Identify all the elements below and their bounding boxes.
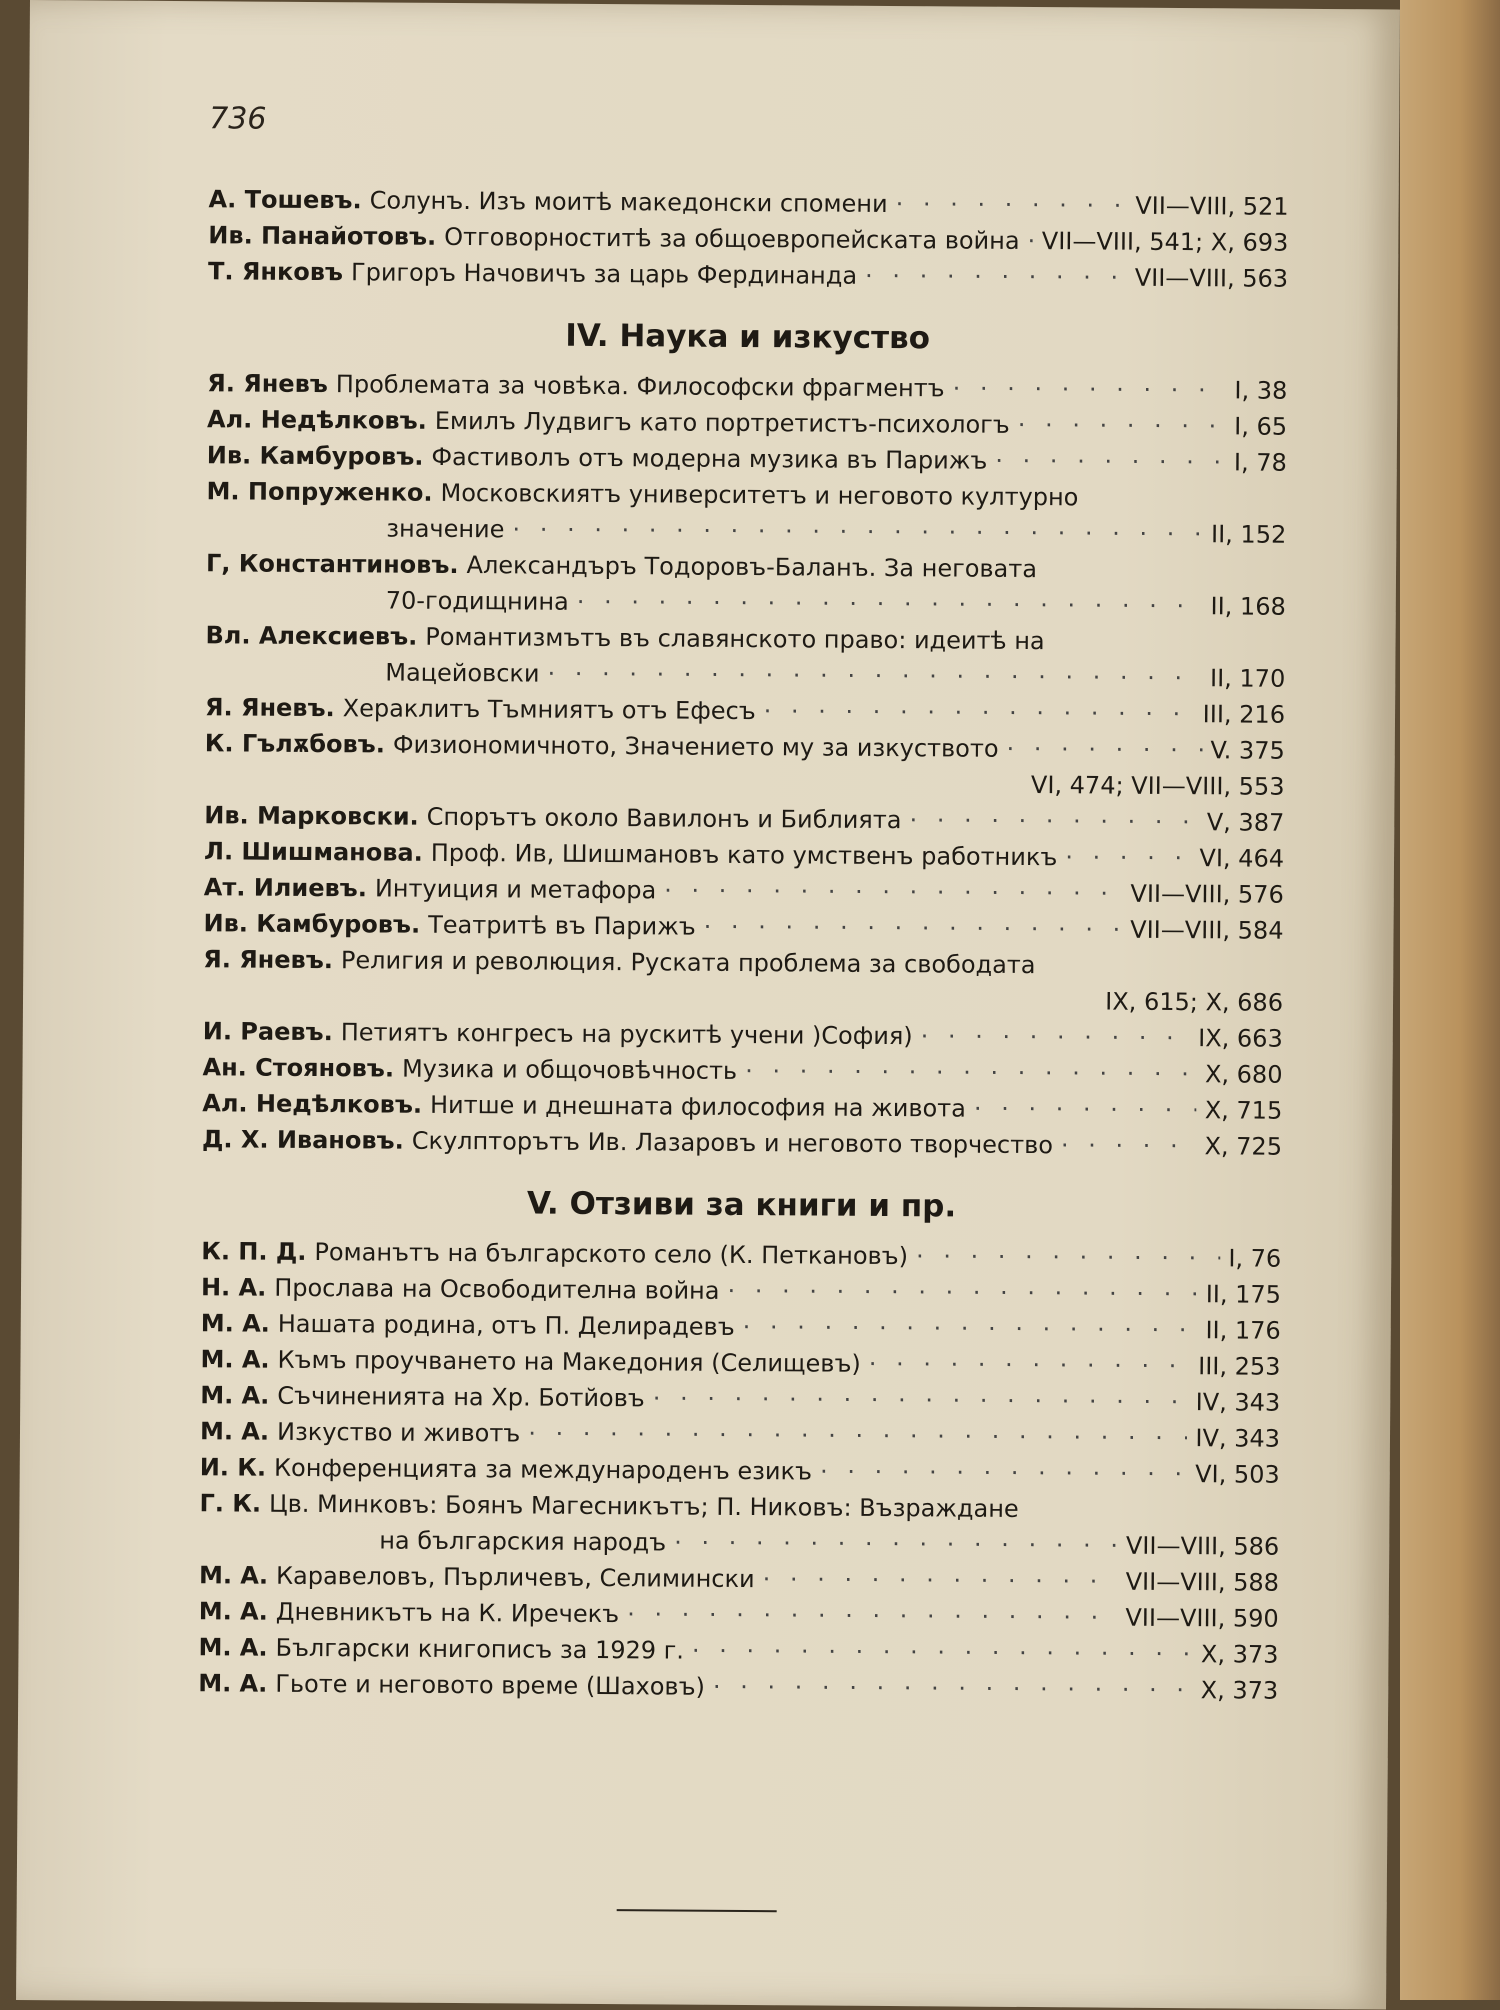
book-page [16,0,1400,2010]
leader-dots [627,1596,1118,1635]
entry-row [202,1121,1282,1165]
entry-author: К. П. Д. [201,1237,307,1266]
entry-reference: II, 152 [1210,520,1287,549]
entry-title: Романътъ на българското село (К. Петкановъ) [314,1238,909,1271]
entry-continuation-text: значение [386,514,505,544]
entry-title: Прослава на Освободителна война [274,1273,720,1305]
entry-author: М. А. [198,1669,268,1698]
entry-title: Физиономичното, Значението му за изкуството [392,730,999,763]
entry-title: Български книгописъ за 1929 г. [275,1633,685,1665]
entry-author: М. А. [200,1345,270,1374]
entry-title: Проф. Ив, Шишмановъ като умственъ работникъ [430,838,1058,872]
entry-reference: I, 38 [1234,376,1288,405]
entry-title: Интуиция и метафора [374,874,657,905]
leader-dots [727,1273,1198,1312]
entry-title: Религия и революция. Руската проблема за свободата [340,946,1036,980]
entry-author: М. А. [198,1561,269,1590]
entry-row [203,941,1283,985]
entry-title: Отговорноститѣ за общоевропейската война [444,222,1020,255]
entry-author: Т. Янковъ [208,257,344,287]
entry-reference: X, 725 [1204,1132,1283,1161]
entry-author: А. Тошевъ. [208,185,362,215]
entry-author: Д. Х. Ивановъ. [201,1125,404,1155]
leader-dots [909,802,1199,840]
entry-author: Ив. Камбуровъ. [206,441,424,471]
entry-reference: IV, 343 [1195,1424,1281,1453]
entry-author: К. Гълѫбовъ. [204,729,385,759]
index-entry [203,941,1283,1021]
entry-row [206,473,1286,517]
section-heading-4: IV. Наука и изкуство [565,317,931,357]
entry-reference: V, 387 [1206,808,1285,837]
entry-continuation-text: Мацейовски [385,658,540,688]
entry-author: Ал. Недѣлковъ. [202,1089,423,1119]
end-rule [617,1909,777,1912]
entry-row [208,253,1288,297]
entry-author: Г. К. [199,1489,262,1518]
entry-author: Я. Яневъ. [203,945,334,975]
entry-reference-line: IX, 615; X, 686 [1105,987,1284,1017]
index-content [198,181,1289,1709]
leader-dots [869,1346,1191,1384]
entry-title: Емилъ Лудвигъ като портретистъ-психологъ [434,406,1010,439]
entry-title: Нитше и днешната философия на живота [429,1090,967,1123]
leader-dots [1018,407,1227,444]
section-5-entries [198,1233,1281,1709]
entry-reference: VII—VIII, 563 [1134,263,1289,293]
entry-reference: VII—VIII, 576 [1130,879,1284,909]
entry-continuation-text: 70-годищнина [385,586,569,616]
entry-reference: III, 253 [1198,1352,1281,1381]
leader-dots [921,1018,1191,1056]
entry-reference: VI, 503 [1195,1460,1280,1489]
leader-dots [1006,731,1202,768]
leader-dots [547,656,1202,697]
leader-dots [764,693,1195,732]
entry-reference: X, 373 [1200,1676,1279,1705]
leader-dots [704,909,1123,948]
entry-row [198,1665,1278,1709]
entry-title: Къмъ проучването на Македония (Селищевъ) [277,1345,861,1378]
leader-dots [1061,1127,1197,1164]
entry-title: Музика и общочовѣчность [401,1054,738,1085]
leader-dots [974,1091,1197,1129]
entry-title: Фастиволъ отъ модерна музика въ Парижъ [431,442,988,475]
index-entry [204,725,1284,805]
leader-dots [674,1525,1118,1564]
leader-dots [743,1309,1198,1348]
entry-reference: II, 176 [1205,1316,1281,1345]
leader-dots [713,1669,1193,1708]
index-entry [208,253,1288,297]
leader-dots [763,1561,1118,1599]
leader-dots [916,1238,1221,1276]
section-4-entries [202,365,1288,1165]
entry-author: Ив. Камбуровъ. [203,909,421,939]
index-entry [202,1121,1282,1165]
entry-reference: IV, 343 [1195,1388,1281,1417]
entry-title: Московскиятъ университетъ и неговото културно [440,478,1079,512]
entry-reference-line: VI, 474; VII—VIII, 553 [1030,771,1285,801]
entry-title: Проблемата за човѣка. Философски фрагментъ [335,370,945,403]
entry-reference: VII—VIII, 586 [1125,1531,1280,1561]
entry-reference: III, 216 [1202,700,1286,729]
entry-author: Ив. Марковски. [204,801,419,831]
leader-dots [953,370,1227,408]
entry-title: Нашата родина, отъ П. Делирадевъ [277,1309,735,1341]
entry-reference: X, 373 [1200,1640,1279,1669]
leader-dots [896,186,1128,224]
entry-author: Л. Шишманова. [203,837,423,867]
entry-title: Романтизмътъ въ славянското право: идеитѣ на [425,622,1045,656]
entry-title: Съчиненията на Хр. Ботйовъ [277,1381,645,1413]
index-entry [206,473,1286,553]
entry-row [199,1485,1279,1529]
entry-title: Хераклитъ Тъмниятъ отъ Ефесъ [342,694,756,726]
entry-author: М. А. [200,1309,270,1338]
entry-reference: II, 170 [1209,664,1286,693]
leader-dots [664,872,1123,911]
entry-title: Александъръ Тодоровъ-Баланъ. За неговата [466,551,1038,584]
entry-title: Солунъ. Изъ моитѣ македонски спомени [369,186,888,218]
entry-reference: X, 715 [1204,1096,1283,1125]
index-entry [198,1665,1278,1709]
entry-author: М. А. [198,1633,268,1662]
entry-title: Конференцията за международенъ езикъ [273,1453,813,1486]
entry-reference: I, 78 [1233,448,1287,477]
leader-dots [653,1380,1188,1420]
leader-dots [577,584,1203,624]
entry-reference: I, 65 [1234,412,1288,441]
leader-dots [865,258,1127,296]
entry-title: Дневникътъ на К. Иречекъ [275,1597,620,1629]
entry-author: И. Раевъ. [202,1017,333,1047]
entry-author: Ат. Илиевъ. [203,873,367,903]
leader-dots [692,1633,1193,1672]
entry-reference: VI, 464 [1199,844,1285,873]
index-entry [199,1485,1279,1565]
entry-reference: I, 76 [1228,1244,1282,1273]
entry-reference: II, 175 [1205,1280,1282,1309]
entry-reference: VII—VIII, 590 [1125,1603,1279,1633]
entry-reference: VII—VIII, 521 [1135,191,1289,221]
entry-reference: VII—VIII, 588 [1125,1567,1280,1597]
entry-author: Н. А. [200,1273,267,1302]
entry-title: Каравеловъ, Пърличевъ, Селимински [275,1561,755,1594]
entry-author: Я. Яневъ. [204,693,335,723]
entry-reference: VII—VIII, 541; X, 693 [1041,227,1289,257]
index-entry [205,617,1285,697]
leader-dots [820,1454,1187,1493]
entry-title: Гьоте и неговото време (Шаховъ) [275,1669,706,1701]
entry-title: Театритѣ въ Парижъ [428,910,696,941]
entry-author: М. Попруженко. [206,477,433,507]
entry-reference: VII—VIII, 584 [1130,915,1284,945]
entry-title: Спорътъ около Вавилонъ и Библията [426,802,902,835]
book-spine [1400,0,1500,2000]
entry-author: Вл. Алексиевъ. [205,621,418,651]
entry-author: Г, Константиновъ. [205,549,459,580]
entry-reference: IX, 663 [1198,1024,1283,1053]
entry-row [206,545,1286,589]
entry-author: М. А. [198,1597,268,1626]
entry-reference: X, 680 [1204,1060,1283,1089]
entry-reference: V. 375 [1210,736,1285,765]
entry-row [205,617,1285,661]
leader-dots [995,443,1226,481]
entry-title: Григоръ Начовичъ за царь Фердинанда [350,258,858,290]
entry-reference: II, 168 [1210,592,1286,621]
entry-row [205,725,1285,769]
page-number: 736 [209,101,267,137]
index-entry [206,545,1286,625]
intro-entries [208,181,1289,297]
entry-title: Цв. Минковъ: Боянъ Магесникътъ; П. Никовъ: Възраждане [268,1489,1019,1523]
entry-title: Петиятъ конгресъ на рускитѣ учени )София) [340,1018,913,1051]
leader-dots [745,1053,1197,1092]
entry-title: Изкуство и животъ [276,1417,521,1448]
leader-dots [528,1416,1187,1457]
section-heading-5: V. Отзиви за книги и пр. [526,1185,957,1225]
entry-author: М. А. [199,1417,270,1446]
entry-author: Я. Яневъ [207,369,328,399]
leader-dots [1065,839,1191,876]
entry-continuation-text: на българския народъ [379,1526,667,1557]
entry-author: Ан. Стояновъ. [202,1053,395,1083]
leader-dots [1027,223,1033,259]
leader-dots [512,511,1203,552]
entry-author: М. А. [200,1381,270,1410]
entry-author: Ал. Недѣлковъ. [206,405,427,435]
entry-title: Скулпторътъ Ив. Лазаровъ и неговото творчество [411,1126,1054,1160]
entry-author: Ив. Панайотовъ. [208,221,437,251]
entry-author: И. К. [199,1453,267,1482]
